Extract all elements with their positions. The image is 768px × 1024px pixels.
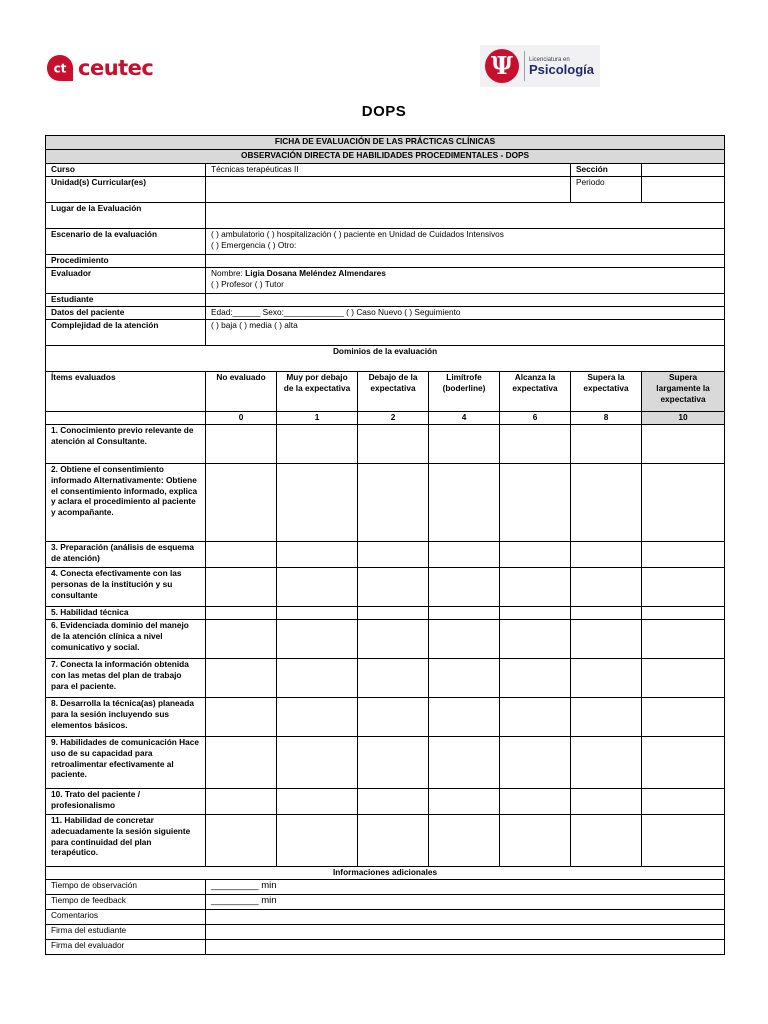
ceutec-mark-icon: [46, 54, 74, 82]
score-cell[interactable]: [500, 568, 571, 607]
comentarios-label: Comentarios: [46, 910, 206, 925]
score-cell[interactable]: [206, 425, 277, 464]
svg-text:ct: ct: [53, 61, 67, 76]
score-cell[interactable]: [429, 607, 500, 620]
score-cell[interactable]: [358, 789, 429, 815]
score-cell[interactable]: [358, 620, 429, 659]
lugar-label: Lugar de la Evaluación: [46, 203, 206, 229]
score-cell[interactable]: [429, 425, 500, 464]
score-cell[interactable]: [358, 698, 429, 737]
lugar-value[interactable]: [206, 203, 725, 229]
score-cell[interactable]: [206, 698, 277, 737]
scale-score: 10: [642, 412, 725, 425]
complejidad-label: Complejidad de la atención: [46, 320, 206, 346]
score-cell[interactable]: [429, 542, 500, 568]
unidad-value[interactable]: [206, 177, 571, 203]
score-cell[interactable]: [642, 815, 725, 867]
score-cell[interactable]: [429, 698, 500, 737]
score-cell[interactable]: [277, 620, 358, 659]
score-cell[interactable]: [642, 542, 725, 568]
item-label: 9. Habilidades de comunicación Hace uso de su capacidad para retroalimentar efectivamente al paciente.: [46, 737, 206, 789]
score-cell[interactable]: [642, 659, 725, 698]
item-label: 4. Conecta efectivamente con las personas de la institución y su consultante: [46, 568, 206, 607]
score-cell[interactable]: [358, 659, 429, 698]
logo-divider: [524, 51, 525, 81]
score-cell[interactable]: [358, 568, 429, 607]
score-cell[interactable]: [571, 737, 642, 789]
item-label: 6. Evidenciada dominio del manejo de la atención clínica a nivel comunicativo y social.: [46, 620, 206, 659]
escenario-label: Escenario de la evaluación: [46, 229, 206, 255]
score-cell[interactable]: [571, 698, 642, 737]
evaluador-value[interactable]: Nombre: Ligia Dosana Meléndez Almendares ( ) Profesor ( ) Tutor: [206, 268, 725, 294]
score-cell[interactable]: [206, 659, 277, 698]
form-title-2: OBSERVACIÓN DIRECTA DE HABILIDADES PROCEDIMENTALES - DOPS: [46, 150, 725, 164]
scale-label: Muy por debajo de la expectativa: [277, 372, 358, 412]
scale-label: Alcanza la expectativa: [500, 372, 571, 412]
seccion-label: Sección: [571, 164, 642, 177]
tiempo-feedback-value[interactable]: _________ min: [206, 895, 725, 910]
score-cell[interactable]: [571, 464, 642, 542]
item-label: 5. Habilidad técnica: [46, 607, 206, 620]
score-cell[interactable]: [642, 464, 725, 542]
scale-label: Debajo de la expectativa: [358, 372, 429, 412]
firma-estudiante-value[interactable]: [206, 925, 725, 940]
item-label: 1. Conocimiento previo relevante de atención al Consultante.: [46, 425, 206, 464]
score-cell[interactable]: [206, 737, 277, 789]
score-cell[interactable]: [571, 789, 642, 815]
svg-text:Ψ: Ψ: [491, 51, 513, 80]
item-label: 11. Habilidad de concretar adecuadamente la sesión siguiente para continuidad del plan terapéutico.: [46, 815, 206, 867]
additional-info-header: Informaciones adicionales: [46, 867, 725, 880]
item-label: 10. Trato del paciente / profesionalismo: [46, 789, 206, 815]
firma-evaluador-label: Firma del evaluador: [46, 940, 206, 955]
item-label: 7. Conecta la información obtenida con las metas del plan de trabajo para el paciente.: [46, 659, 206, 698]
firma-estudiante-label: Firma del estudiante: [46, 925, 206, 940]
score-cell[interactable]: [429, 620, 500, 659]
score-cell[interactable]: [358, 737, 429, 789]
score-spacer: [46, 412, 206, 425]
score-cell[interactable]: [206, 815, 277, 867]
score-cell[interactable]: [277, 815, 358, 867]
score-cell[interactable]: [277, 425, 358, 464]
complejidad-options[interactable]: ( ) baja ( ) media ( ) alta: [206, 320, 725, 346]
score-cell[interactable]: [429, 464, 500, 542]
score-cell[interactable]: [358, 464, 429, 542]
score-cell[interactable]: [500, 698, 571, 737]
score-cell[interactable]: [500, 789, 571, 815]
score-cell[interactable]: [642, 620, 725, 659]
scale-score: 0: [206, 412, 277, 425]
score-cell[interactable]: [571, 568, 642, 607]
scale-score: 6: [500, 412, 571, 425]
procedimiento-label: Procedimiento: [46, 255, 206, 268]
datos-paciente-value[interactable]: Edad:______ Sexo:_____________ ( ) Caso Nuevo ( ) Seguimiento: [206, 307, 725, 320]
score-cell[interactable]: [500, 425, 571, 464]
score-cell[interactable]: [642, 568, 725, 607]
score-cell[interactable]: [429, 737, 500, 789]
evaluador-label: Evaluador: [46, 268, 206, 294]
scale-label: Supera la expectativa: [571, 372, 642, 412]
score-cell[interactable]: [358, 425, 429, 464]
unidad-label: Unidad(s) Curricular(es): [46, 177, 206, 203]
item-label: 2. Obtiene el consentimiento informado Alternativamente: Obtiene el consentimiento informado, explica y aclara el procedimiento al paciente y acompañante.: [46, 464, 206, 542]
scale-label: No evaluado: [206, 372, 277, 412]
score-cell[interactable]: [358, 607, 429, 620]
dops-form-table: [45, 135, 725, 955]
estudiante-label: Estudiante: [46, 294, 206, 307]
curso-value[interactable]: Técnicas terapéuticas II: [206, 164, 571, 177]
score-cell[interactable]: [429, 815, 500, 867]
evaluador-nombre: Ligia Dosana Meléndez Almendares: [245, 268, 386, 278]
score-cell[interactable]: [571, 659, 642, 698]
score-cell[interactable]: [206, 568, 277, 607]
psicologia-logo: [480, 45, 600, 87]
ceutec-logo: [46, 54, 153, 82]
curso-label: Curso: [46, 164, 206, 177]
program-line2: Psicología: [529, 61, 595, 77]
score-cell[interactable]: [642, 607, 725, 620]
program-line1: Licenciatura en: [529, 56, 570, 63]
score-cell[interactable]: [277, 542, 358, 568]
scale-score: 2: [358, 412, 429, 425]
score-cell[interactable]: [277, 568, 358, 607]
scale-score: 4: [429, 412, 500, 425]
score-cell[interactable]: [277, 698, 358, 737]
tiempo-observacion-label: Tiempo de observación: [46, 880, 206, 895]
score-cell[interactable]: [500, 659, 571, 698]
score-cell[interactable]: [571, 620, 642, 659]
score-cell[interactable]: [206, 620, 277, 659]
score-cell[interactable]: [571, 425, 642, 464]
periodo-value[interactable]: [642, 177, 725, 203]
periodo-label: Periodo: [571, 177, 642, 203]
score-cell[interactable]: [500, 542, 571, 568]
scale-label: Limítrofe (boderline): [429, 372, 500, 412]
score-cell[interactable]: [358, 542, 429, 568]
form-title-1: FICHA DE EVALUACIÓN DE LAS PRÁCTICAS CLÍNICAS: [46, 136, 725, 150]
score-cell[interactable]: [500, 607, 571, 620]
escenario-options[interactable]: ( ) ambulatorio ( ) hospitalización ( ) paciente en Unidad de Cuidados Intensivos ( ) Emergencia ( ) Otro:: [206, 229, 725, 255]
items-header: Ítems evaluados: [46, 372, 206, 412]
dominios-header: Dominios de la evaluación: [46, 346, 725, 372]
scale-score: 8: [571, 412, 642, 425]
score-cell[interactable]: [206, 464, 277, 542]
comentarios-value[interactable]: [206, 910, 725, 925]
score-cell[interactable]: [277, 659, 358, 698]
score-cell[interactable]: [206, 542, 277, 568]
score-cell[interactable]: [642, 425, 725, 464]
score-cell[interactable]: [277, 464, 358, 542]
psi-emblem-icon: [484, 48, 520, 84]
tiempo-feedback-label: Tiempo de feedback: [46, 895, 206, 910]
score-cell[interactable]: [277, 789, 358, 815]
score-cell[interactable]: [571, 542, 642, 568]
score-cell[interactable]: [642, 737, 725, 789]
score-cell[interactable]: [571, 607, 642, 620]
item-label: 3. Preparación (análisis de esquema de atención): [46, 542, 206, 568]
scale-score: 1: [277, 412, 358, 425]
scale-label: Supera largamente la expectativa: [642, 372, 725, 412]
score-cell[interactable]: [206, 789, 277, 815]
estudiante-value[interactable]: [206, 294, 725, 307]
score-cell[interactable]: [500, 620, 571, 659]
datos-paciente-label: Datos del paciente: [46, 307, 206, 320]
score-cell[interactable]: [500, 737, 571, 789]
score-cell[interactable]: [500, 815, 571, 867]
score-cell[interactable]: [642, 789, 725, 815]
score-cell[interactable]: [277, 607, 358, 620]
score-cell[interactable]: [642, 698, 725, 737]
tiempo-observacion-value[interactable]: _________ min: [206, 880, 725, 895]
score-cell[interactable]: [358, 815, 429, 867]
score-cell[interactable]: [206, 607, 277, 620]
score-cell[interactable]: [571, 815, 642, 867]
procedimiento-value[interactable]: [206, 255, 725, 268]
item-label: 8. Desarrolla la técnica(as) planeada para la sesión incluyendo sus elementos básicos.: [46, 698, 206, 737]
score-cell[interactable]: [277, 737, 358, 789]
seccion-value[interactable]: [642, 164, 725, 177]
score-cell[interactable]: [429, 568, 500, 607]
document-title: DOPS: [361, 103, 407, 120]
firma-evaluador-value[interactable]: [206, 940, 725, 955]
score-cell[interactable]: [429, 789, 500, 815]
score-cell[interactable]: [500, 464, 571, 542]
ceutec-wordmark: ceutec: [78, 56, 154, 80]
score-cell[interactable]: [429, 659, 500, 698]
